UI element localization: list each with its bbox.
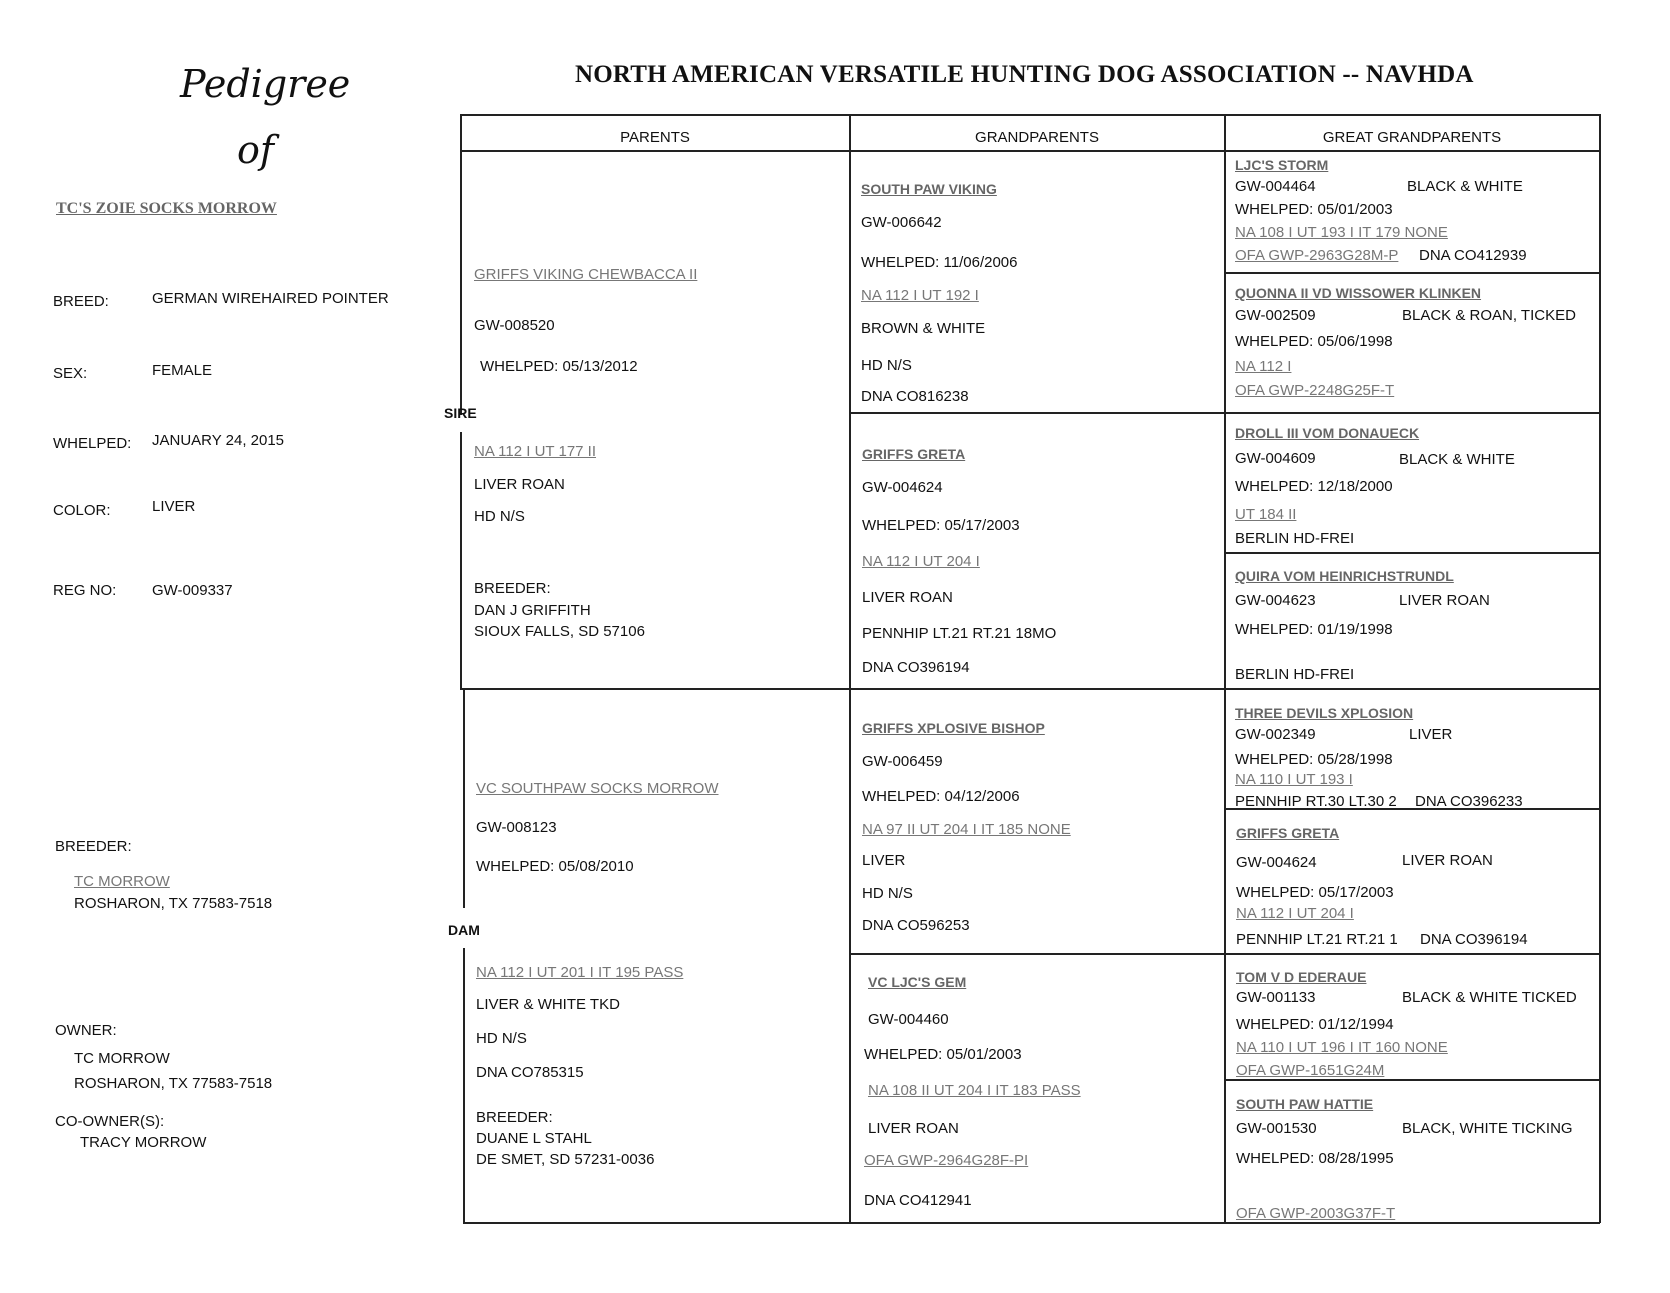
owner-name: TC MORROW [74,1050,170,1067]
great-grandparent-whelped: WHELPED: 08/28/1995 [1236,1150,1394,1167]
great-grandparent-hd[interactable]: OFA GWP-2003G37F-T [1236,1205,1396,1222]
grandparent-whelped: WHELPED: 11/06/2006 [861,254,1018,271]
great-grandparent-color: LIVER ROAN [1399,592,1490,609]
reg-value: GW-009337 [152,582,233,599]
grandparent-whelped: WHELPED: 05/17/2003 [862,517,1020,534]
dam-breeder: DUANE L STAHL [476,1130,592,1147]
great-grandparent-color: BLACK & WHITE [1407,178,1523,195]
coowner-label: CO-OWNER(S): [55,1113,165,1130]
sire-breeder-address: SIOUX FALLS, SD 57106 [474,623,645,640]
grandparent-whelped: WHELPED: 04/12/2006 [862,788,1020,805]
grandparent-tests[interactable]: NA 97 II UT 204 I IT 185 NONE [862,821,1071,838]
great-grandparent-reg: GW-001530 [1236,1120,1317,1137]
whelped-label: WHELPED: [53,435,132,452]
great-grandparent-tests[interactable]: NA 108 I UT 193 I IT 179 NONE [1235,224,1448,241]
grandparent-name[interactable]: SOUTH PAW VIKING [861,181,997,197]
great-grandparent-dna: DNA CO412939 [1419,247,1527,264]
grandparent-name[interactable]: GRIFFS XPLOSIVE BISHOP [862,720,1045,736]
grandparent-hd: PENNHIP LT.21 RT.21 18MO [862,625,1057,642]
great-grandparent-reg: GW-004623 [1235,592,1316,609]
dam-breeder-address: DE SMET, SD 57231-0036 [476,1151,655,1168]
great-grandparent-hd[interactable]: OFA GWP-2963G28M-P [1235,247,1399,264]
great-grandparent-color: BLACK & WHITE TICKED [1402,989,1577,1006]
great-grandparent-name[interactable]: THREE DEVILS XPLOSION [1235,705,1414,721]
great-grandparent-reg: GW-004609 [1235,450,1316,467]
grandparent-reg: GW-006459 [862,753,943,770]
of-heading: of [237,128,274,172]
great-grandparent-name[interactable]: SOUTH PAW HATTIE [1236,1096,1374,1112]
grandparent-hd: HD N/S [862,885,913,902]
color-value: LIVER [152,498,196,515]
column-header-great-grandparents: GREAT GRANDPARENTS [1322,129,1502,146]
great-grandparent-whelped: WHELPED: 01/12/1994 [1236,1016,1394,1033]
sire-breeder-label: BREEDER: [474,580,551,597]
great-grandparent-tests[interactable]: NA 110 I UT 196 I IT 160 NONE [1236,1039,1448,1056]
grandparent-name[interactable]: GRIFFS GRETA [862,446,966,462]
breed-label: BREED: [53,293,109,310]
great-grandparent-hd: BERLIN HD-FREI [1235,530,1355,547]
great-grandparent-name[interactable]: LJC'S STORM [1235,157,1329,173]
grandparent-reg: GW-004624 [862,479,943,496]
grandparent-tests[interactable]: NA 108 II UT 204 I IT 183 PASS [868,1082,1081,1099]
great-grandparent-dna: DNA CO396194 [1420,931,1528,948]
great-grandparent-whelped: WHELPED: 05/17/2003 [1236,884,1394,901]
great-grandparent-hd: PENNHIP LT.21 RT.21 1 [1236,931,1398,948]
great-grandparent-whelped: WHELPED: 05/06/1998 [1235,333,1393,350]
sire-color: LIVER ROAN [474,476,565,493]
dam-whelped: WHELPED: 05/08/2010 [476,858,634,875]
dam-hd: HD N/S [476,1030,527,1047]
grandparent-dna: DNA CO816238 [861,388,969,405]
column-header-parents: PARENTS [620,129,690,146]
breeder-address: ROSHARON, TX 77583-7518 [74,895,273,912]
sex-label: SEX: [53,365,88,382]
sire-hd: HD N/S [474,508,525,525]
grandparent-color: BROWN & WHITE [861,320,986,337]
grandparent-tests[interactable]: NA 112 I UT 204 I [862,553,980,570]
great-grandparent-hd: BERLIN HD-FREI [1235,666,1355,683]
grandparent-dna: DNA CO396194 [862,659,970,676]
grandparent-dna: DNA CO412941 [864,1192,972,1209]
dam-color: LIVER & WHITE TKD [476,996,620,1013]
grandparent-color: LIVER ROAN [862,589,953,606]
great-grandparent-tests[interactable]: NA 110 I UT 193 I [1235,771,1353,788]
sire-breeder: DAN J GRIFFITH [474,602,591,619]
great-grandparent-hd[interactable]: OFA GWP-2248G25F-T [1235,382,1395,399]
great-grandparent-reg: GW-004624 [1236,854,1317,871]
column-header-grandparents: GRANDPARENTS [975,129,1099,146]
dam-label: DAM [448,922,480,938]
dog-name[interactable]: TC'S ZOIE SOCKS MORROW [56,200,277,217]
grandparent-whelped: WHELPED: 05/01/2003 [864,1046,1022,1063]
page-title: NORTH AMERICAN VERSATILE HUNTING DOG ASSOCIATION -- NAVHDA [575,61,1474,88]
grandparent-name[interactable]: VC LJC'S GEM [868,974,967,990]
dam-dna: DNA CO785315 [476,1064,584,1081]
great-grandparent-name[interactable]: GRIFFS GRETA [1236,825,1340,841]
great-grandparent-hd[interactable]: OFA GWP-1651G24M [1236,1062,1385,1079]
great-grandparent-whelped: WHELPED: 05/28/1998 [1235,751,1393,768]
grandparent-reg: GW-004460 [868,1011,949,1028]
great-grandparent-dna: DNA CO396233 [1415,793,1523,810]
dam-breeder-label: BREEDER: [476,1109,553,1126]
great-grandparent-whelped: WHELPED: 05/01/2003 [1235,201,1393,218]
grandparent-tests[interactable]: NA 112 I UT 192 I [861,287,979,304]
sex-value: FEMALE [152,362,213,379]
grandparent-reg: GW-006642 [861,214,942,231]
breeder-label: BREEDER: [55,838,132,855]
dam-name[interactable]: VC SOUTHPAW SOCKS MORROW [476,780,719,797]
great-grandparent-name[interactable]: TOM V D EDERAUE [1236,969,1367,985]
grandparent-hd[interactable]: OFA GWP-2964G28F-PI [864,1152,1029,1169]
sire-tests[interactable]: NA 112 I UT 177 II [474,443,597,460]
whelped-value: JANUARY 24, 2015 [152,432,285,449]
color-label: COLOR: [53,502,111,519]
great-grandparent-color: LIVER ROAN [1402,852,1493,869]
grandparent-color: LIVER [862,852,906,869]
sire-label: SIRE [444,405,477,421]
breeder-name[interactable]: TC MORROW [74,873,170,890]
great-grandparent-name[interactable]: QUONNA II VD WISSOWER KLINKEN [1235,285,1482,301]
great-grandparent-whelped: WHELPED: 12/18/2000 [1235,478,1393,495]
great-grandparent-reg: GW-001133 [1236,989,1316,1006]
great-grandparent-reg: GW-002509 [1235,307,1316,324]
dam-tests[interactable]: NA 112 I UT 201 I IT 195 PASS [476,964,684,981]
great-grandparent-color: BLACK & WHITE [1399,451,1515,468]
great-grandparent-color: LIVER [1409,726,1453,743]
pedigree-heading: Pedigree [180,62,351,106]
great-grandparent-tests[interactable]: UT 184 II [1235,506,1297,523]
great-grandparent-whelped: WHELPED: 01/19/1998 [1235,621,1393,638]
sire-reg: GW-008520 [474,317,555,334]
coowner-name: TRACY MORROW [80,1134,207,1151]
great-grandparent-color: BLACK, WHITE TICKING [1402,1120,1573,1137]
great-grandparent-tests[interactable]: NA 112 I [1235,358,1292,375]
great-grandparent-reg: GW-004464 [1235,178,1316,195]
dam-reg: GW-008123 [476,819,557,836]
reg-label: REG NO: [53,582,117,599]
great-grandparent-hd: PENNHIP RT.30 LT.30 2 [1235,793,1397,810]
grandparent-color: LIVER ROAN [868,1120,959,1137]
sire-name[interactable]: GRIFFS VIKING CHEWBACCA II [474,266,698,283]
great-grandparent-color: BLACK & ROAN, TICKED [1402,307,1576,324]
great-grandparent-reg: GW-002349 [1235,726,1316,743]
grandparent-hd: HD N/S [861,357,912,374]
grandparent-dna: DNA CO596253 [862,917,970,934]
sire-whelped: WHELPED: 05/13/2012 [480,358,638,375]
great-grandparent-tests[interactable]: NA 112 I UT 204 I [1236,905,1354,922]
owner-label: OWNER: [55,1022,117,1039]
great-grandparent-name[interactable]: DROLL III VOM DONAUECK [1235,425,1420,441]
breed-value: GERMAN WIREHAIRED POINTER [152,290,389,307]
owner-address: ROSHARON, TX 77583-7518 [74,1075,273,1092]
great-grandparent-name[interactable]: QUIRA VOM HEINRICHSTRUNDL [1235,568,1454,584]
